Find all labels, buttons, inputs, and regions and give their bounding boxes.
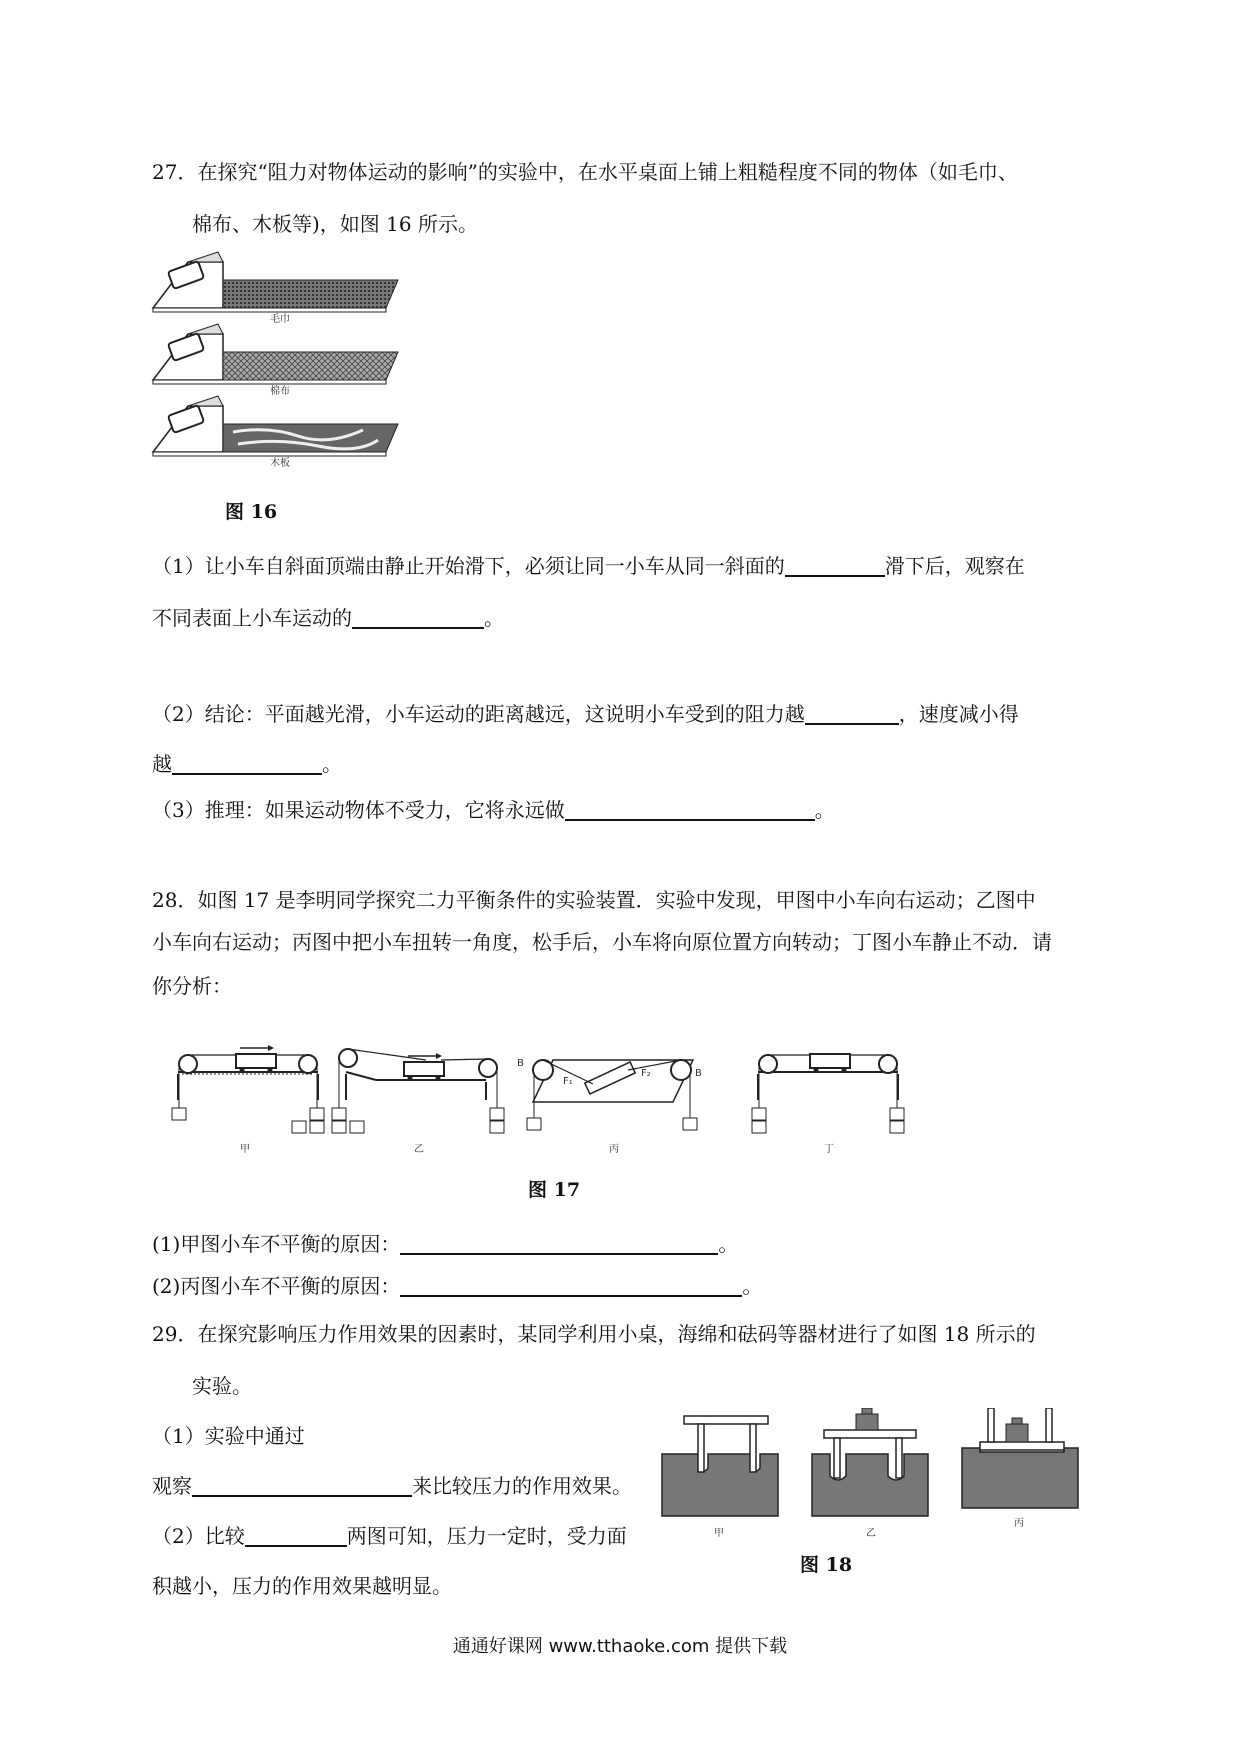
q27-part2-line1 <box>152 700 1019 728</box>
q29-part2-line2: 积越小，压力的作用效果越明显。 <box>152 1574 452 1598</box>
figure-18 <box>660 1408 1090 1542</box>
fig18-label-yi: 乙 <box>866 1528 876 1539</box>
fig17-yi <box>332 1049 504 1155</box>
q28-sub1-text: (1)甲图小车不平衡的原因： <box>152 1232 401 1256</box>
figure-17 <box>168 1040 948 1158</box>
fig17-label-jia: 甲 <box>240 1144 250 1155</box>
q28-sub1-end: 。 <box>718 1232 739 1256</box>
q29-part1-line2 <box>152 1472 632 1500</box>
towel-board <box>153 252 398 312</box>
q27-part1-line1 <box>152 552 1025 580</box>
q27-part1-text-a: （1）让小车自斜面顶端由静止开始滑下，必须让同一小车从同一斜面的 <box>152 554 785 578</box>
q27-part2-text-a: （2）结论：平面越光滑，小车运动的距离越远，这说明小车受到的阻力越 <box>152 702 805 726</box>
q28-sub2-end: 。 <box>742 1274 763 1298</box>
fig16-label-towel: 毛巾 <box>270 314 290 325</box>
q28-sub2 <box>152 1272 762 1300</box>
q28-sub1 <box>152 1230 738 1258</box>
q28-blank-2[interactable] <box>400 1273 742 1297</box>
fig18-label-jia: 甲 <box>714 1528 724 1539</box>
q27-line1: 27．在探究“阻力对物体运动的影响”的实验中，在水平桌面上铺上粗糙程度不同的物体（如毛巾、 <box>152 160 1018 184</box>
q29-part2-line1 <box>152 1522 627 1550</box>
q28-sub2-text: (2)丙图小车不平衡的原因： <box>152 1274 401 1298</box>
fig17-ding <box>752 1054 904 1155</box>
q29-line1: 29．在探究影响压力作用效果的因素时，某同学利用小桌，海绵和砝码等器材进行了如图 18 所示的 <box>152 1322 1036 1346</box>
fig18-jia <box>662 1416 778 1539</box>
fig17-symbol-f2: F₂ <box>641 1068 651 1079</box>
q27-line2: 棉布、木板等)，如图 16 所示。 <box>192 212 478 236</box>
q27-part1-end: 。 <box>484 606 504 630</box>
q27-part1-line2 <box>152 604 504 632</box>
q27-blank-4[interactable] <box>172 751 322 775</box>
fig17-label-ding: 丁 <box>824 1144 834 1155</box>
fig17-label-bing: 丙 <box>609 1144 619 1155</box>
q27-blank-5[interactable] <box>565 797 815 821</box>
q27-part2-text-c: 越 <box>152 752 172 776</box>
q27-part2-line2 <box>152 750 342 778</box>
fig17-bing <box>517 1058 702 1155</box>
figure-16 <box>148 250 410 478</box>
q29-part2-text-a: （2）比较 <box>152 1524 245 1548</box>
q29-blank-2[interactable] <box>245 1523 347 1547</box>
q28-line2: 小车向右运动；丙图中把小车扭转一角度，松手后，小车将向原位置方向转动；丁图小车静止不动．请 <box>152 930 1052 954</box>
fig17-symbol-b-right: B <box>695 1068 702 1079</box>
q28-line1: 28．如图 17 是李明同学探究二力平衡条件的实验装置．实验中发现，甲图中小车向右运动；乙图中 <box>152 888 1036 912</box>
q27-blank-1[interactable] <box>785 553 885 577</box>
fig17-label-yi: 乙 <box>414 1144 424 1155</box>
fig16-label-cotton: 棉布 <box>270 386 290 397</box>
q29-part2-text-b: 两图可知，压力一定时，受力面 <box>346 1524 627 1548</box>
figure-18-caption: 图 18 <box>800 1554 853 1576</box>
q27-part3-text: （3）推理：如果运动物体不受力，它将永远做 <box>152 798 565 822</box>
q28-blank-1[interactable] <box>400 1231 718 1255</box>
q29-part1-line1: （1）实验中通过 <box>152 1424 305 1448</box>
fig18-label-bing: 丙 <box>1014 1518 1024 1529</box>
q27-part1-text-c: 不同表面上小车运动的 <box>152 606 352 630</box>
q27-part3-end: 。 <box>814 798 835 822</box>
q27-part2-text-b: ，速度减小得 <box>898 702 1019 726</box>
figure-16-caption: 图 16 <box>225 501 278 523</box>
fig18-bing <box>962 1408 1078 1529</box>
fig17-symbol-f1: F₁ <box>563 1076 573 1087</box>
fig18-yi <box>812 1408 928 1539</box>
figure-17-caption: 图 17 <box>528 1179 581 1201</box>
fig16-label-wood: 木板 <box>270 458 290 469</box>
cotton-board <box>153 324 398 384</box>
q27-part2-end: 。 <box>322 752 342 776</box>
q27-blank-2[interactable] <box>352 605 484 629</box>
wood-board <box>153 396 398 456</box>
page-footer: 通通好课网 www.tthaoke.com 提供下载 <box>452 1636 788 1657</box>
q29-part1-text-b: 观察 <box>152 1474 192 1498</box>
q28-line3: 你分析： <box>152 974 232 998</box>
q29-line2: 实验。 <box>192 1374 252 1398</box>
q27-part1-text-b: 滑下后，观察在 <box>884 554 1025 578</box>
q27-part3 <box>152 796 835 824</box>
q29-blank-1[interactable] <box>192 1473 412 1497</box>
q29-part1-text-c: 来比较压力的作用效果。 <box>412 1474 632 1498</box>
fig17-symbol-b-left: B <box>517 1058 524 1069</box>
fig17-jia <box>172 1045 324 1155</box>
q27-blank-3[interactable] <box>805 701 899 725</box>
